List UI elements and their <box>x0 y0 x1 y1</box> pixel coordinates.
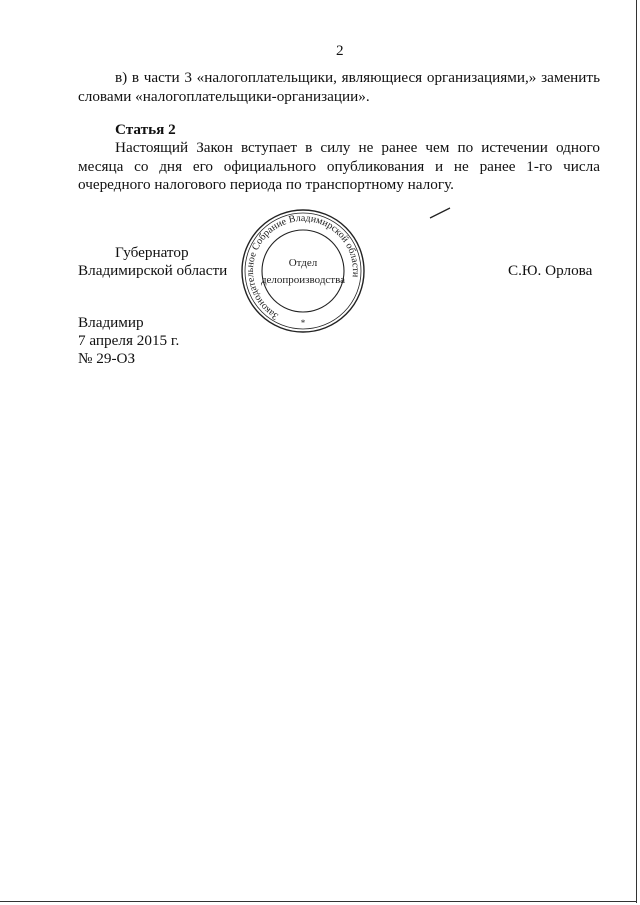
governor-title: Губернатор <box>115 244 189 261</box>
date: 7 апреля 2015 г. <box>78 332 180 349</box>
seal-stamp <box>240 208 366 334</box>
page-edge-right <box>636 0 637 903</box>
signature-mark <box>428 206 452 220</box>
page-number: 2 <box>336 42 344 59</box>
paragraph-v: в) в части 3 «налогоплательщики, являющиеся организациями,» заменить словами «налогоплательщики-организации». <box>78 69 600 105</box>
article-heading: Статья 2 <box>115 121 176 138</box>
city: Владимир <box>78 314 144 331</box>
stamp-star-icon: * <box>300 318 306 328</box>
page-edge-bottom <box>0 901 637 902</box>
stamp-center-line2: делопроизводства <box>260 274 346 286</box>
article-text: Настоящий Закон вступает в силу не ранее чем по истечении одного месяца со дня его официального опубликования и не ранее 1-го числа очередного налогового периода по транспортному налогу. <box>78 139 600 193</box>
law-number: № 29-ОЗ <box>78 350 136 367</box>
stamp-center-line1: Отдел <box>288 257 318 269</box>
stamp-ring-text: Законодательное Собрание Владимирской области <box>244 212 362 322</box>
governor-region: Владимирской области <box>78 262 228 279</box>
signer-name: С.Ю. Орлова <box>508 262 593 279</box>
